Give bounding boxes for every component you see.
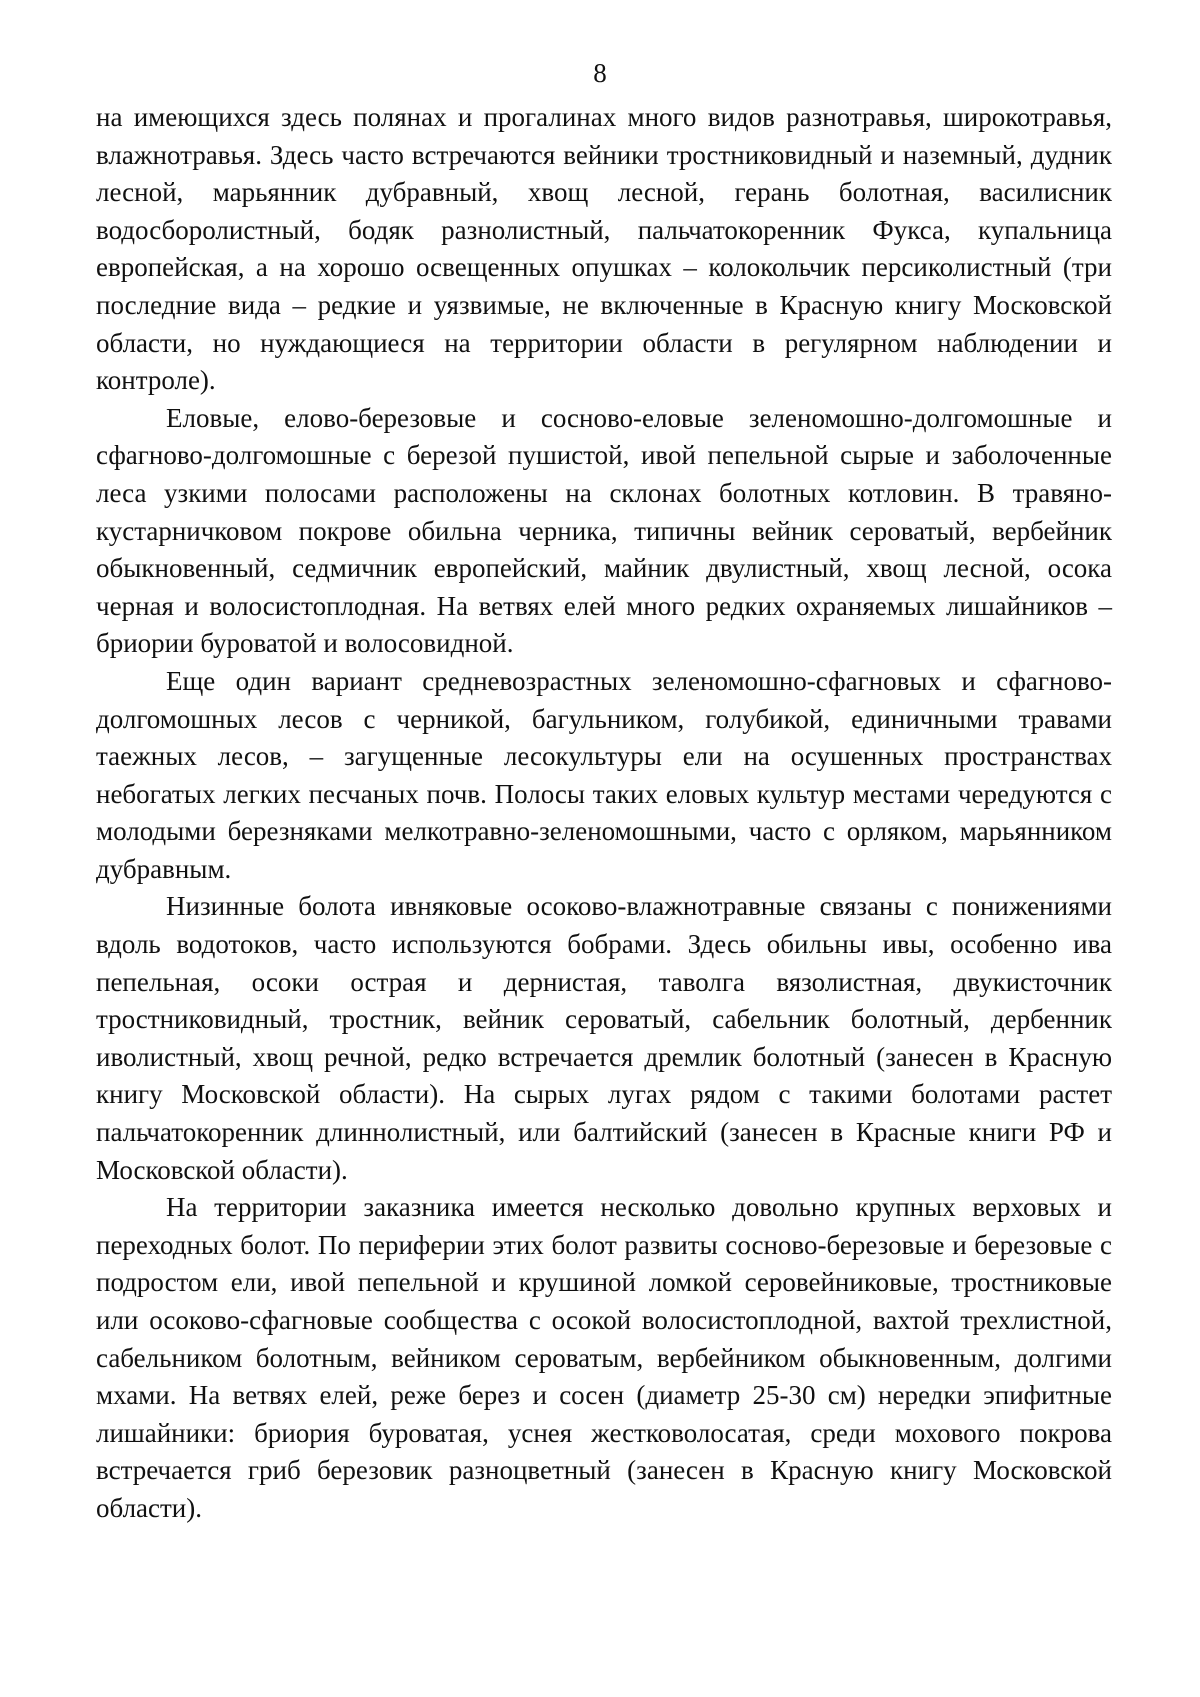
paragraph-spruce-forests: Еловые, елово-березовые и сосново-еловые зеленомошно-долгомошные и сфагново-долгомошные с березой пушистой, ивой пепельной сырые и заболоченные леса узкими полосами расположены на склонах болотных котловин. В травяно-кустарничковом покрове обильна черника, типичны вейник сероватый, вербейник обыкновенный, седмичник европейский, майник двулистный, хвощ лесной, осока черная и волосистоплодная. На ветвях елей много редких охраняемых лишайников – бриории буроватой и волосовидной. <box>96 402 1112 659</box>
paragraph-continuation: на имеющихся здесь полянах и прогалинах много видов разнотравья, широкотравья, влажнотравья. Здесь часто встречаются вейники тростниковидный и наземный, дудник лесной, марьянник дубравный, хвощ лесной, герань болотная, василисник водосборолистный, бодяк разнолистный, пальчатокоренник Фукса, купальница европейская, а на хорошо освещенных опушках – колокольчик персиколистный (три последние вида – редкие и уязвимые, не включенные в Красную книгу Московской области, но нуждающиеся на территории области в регулярном наблюдении и контроле). <box>96 102 1112 396</box>
body-text <box>96 99 1112 1528</box>
page-number: 8 <box>593 58 607 88</box>
paragraph-forest-plantations: Еще один вариант средневозрастных зеленомошно-сфагновых и сфагново-долгомошных лесов с черникой, багульником, голубикой, единичными травами таежных лесов, – загущенные лесокультуры ели на осушенных пространствах небогатых легких песчаных почв. Полосы таких еловых культур местами чередуются с молодыми березняками мелкотравно-зеленомошными, часто с орляком, марьянником дубравным. <box>96 665 1112 884</box>
paragraph-lowland-bogs: Низинные болота ивняковые осоково-влажнотравные связаны с понижениями вдоль водотоков, часто используются бобрами. Здесь обильны ивы, особенно ива пепельная, осоки острая и дернистая, таволга вязолистная, двукисточник тростниковидный, тростник, вейник сероватый, сабельник болотный, дербенник иволистный, хвощ речной, редко встречается дремлик болотный (занесен в Красную книгу Московской области). На сырых лугах рядом с такими болотами растет пальчатокоренник длиннолистный, или балтийский (занесен в Красные книги РФ и Московской области). <box>96 891 1112 1185</box>
paragraph-raised-bogs: На территории заказника имеется несколько довольно крупных верховых и переходных болот. По периферии этих болот развиты сосново-березовые и березовые с подростом ели, ивой пепельной и крушиной ломкой серовейниковые, тростниковые или осоково-сфагновые сообщества с осокой волосистоплодной, вахтой трехлистной, сабельником болотным, вейником сероватым, вербейником обыкновенным, долгими мхами. На ветвях елей, реже берез и сосен (диаметр 25-30 см) нередки эпифитные лишайники: бриория буроватая, уснея жестковолосатая, среди мохового покрова встречается гриб березовик разноцветный (занесен в Красную книгу Московской области). <box>96 1192 1112 1523</box>
